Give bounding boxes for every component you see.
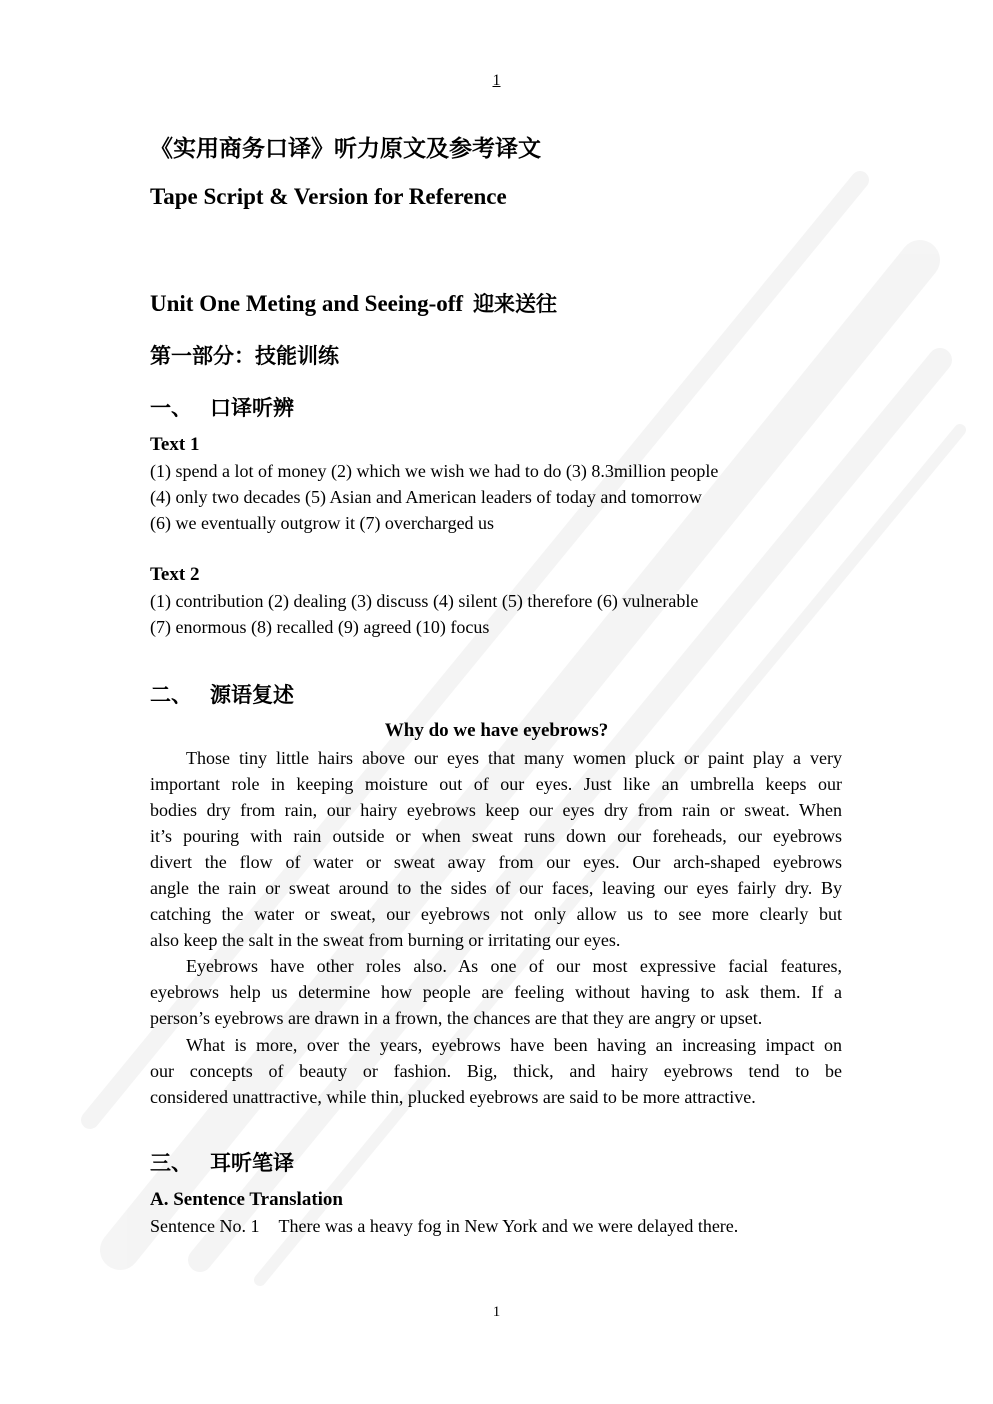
paragraph-3-line: What is more, over the years, eyebrows have been having an increasing impact on <box>186 1035 842 1055</box>
unit-title-cn: 迎来送往 <box>473 292 558 316</box>
text2-line: (7) enormous (8) recalled (9) agreed (10) focus <box>150 617 490 637</box>
paragraph-2-line: Eyebrows have other roles also. As one of our most expressive facial features, <box>186 956 842 976</box>
section-1-title: 口译听辨 <box>210 396 294 420</box>
paragraph-3-line: considered unattractive, while thin, plucked eyebrows are said to be more attractive. <box>150 1087 756 1107</box>
text2-line: (1) contribution (2) dealing (3) discuss (4) silent (5) therefore (6) vulnerable <box>150 591 699 611</box>
unit-title-en: Unit One Meting and Seeing-off <box>150 291 464 316</box>
paragraph-3-line: our concepts of beauty or fashion. Big, thick, and hairy eyebrows tend to be <box>150 1061 842 1081</box>
paragraph-1-line: Those tiny little hairs above our eyes that many women pluck or paint play a very <box>186 748 842 768</box>
paragraph-1-line: angle the rain or sweat around to the sides of our faces, leaving our eyes fairly dry. By <box>150 878 842 898</box>
text2-label: Text 2 <box>150 564 200 585</box>
sentence-1 <box>150 1216 738 1237</box>
document-title-en: Tape Script & Version for Reference <box>150 184 507 209</box>
paragraph-1-line: bodies dry from rain, our hairy eyebrows keep our eyes dry from rain or sweat. When <box>150 800 842 820</box>
sentence-translation-heading: A. Sentence Translation <box>150 1189 343 1210</box>
section-3-title: 耳听笔译 <box>210 1151 294 1175</box>
text1-line: (4) only two decades (5) Asian and American leaders of today and tomorrow <box>150 487 702 507</box>
article-title: Why do we have eyebrows? <box>384 720 609 741</box>
paragraph-1-line: it’s pouring with rain outside or when sweat runs down our foreheads, our eyebrows <box>150 826 842 846</box>
text1-label: Text 1 <box>150 434 200 455</box>
sentence-1-label: Sentence No. 1 <box>150 1216 260 1236</box>
text1-line: (6) we eventually outgrow it (7) overcharged us <box>150 513 495 533</box>
section-1-heading <box>150 392 294 422</box>
section-2-number: 二、 <box>150 683 192 707</box>
page-number-top: 1 <box>492 72 501 89</box>
paragraph-1-line: also keep the salt in the sweat from burning or irritating our eyes. <box>150 930 621 950</box>
sentence-1-text: There was a heavy fog in New York and we were delayed there. <box>278 1216 739 1236</box>
document-title-cn: 《实用商务口译》听力原文及参考译文 <box>150 136 541 162</box>
section-3-heading <box>150 1147 294 1177</box>
text1-line: (1) spend a lot of money (2) which we wish we had to do (3) 8.3million people <box>150 461 719 481</box>
section-3-number: 三、 <box>150 1151 192 1175</box>
unit-title <box>150 288 557 318</box>
section-2-title: 源语复述 <box>210 683 294 707</box>
part-one-title: 第一部分：技能训练 <box>150 344 339 368</box>
paragraph-2-line: eyebrows help us determine how people are feeling without having to ask them. If a <box>150 982 842 1002</box>
paragraph-1-line: catching the water or sweat, our eyebrows not only allow us to see more clearly but <box>150 904 842 924</box>
paragraph-2-line: person’s eyebrows are drawn in a frown, the chances are that they are angry or upset. <box>150 1008 763 1028</box>
section-1-number: 一、 <box>150 396 192 420</box>
paragraph-1-line: divert the flow of water or sweat away from our eyes. Our arch-shaped eyebrows <box>150 852 842 872</box>
page-number-bottom: 1 <box>492 1304 501 1320</box>
paragraph-1-line: important role in keeping moisture out of our eyes. Just like an umbrella keeps our <box>150 774 842 794</box>
section-2-heading <box>150 679 294 709</box>
